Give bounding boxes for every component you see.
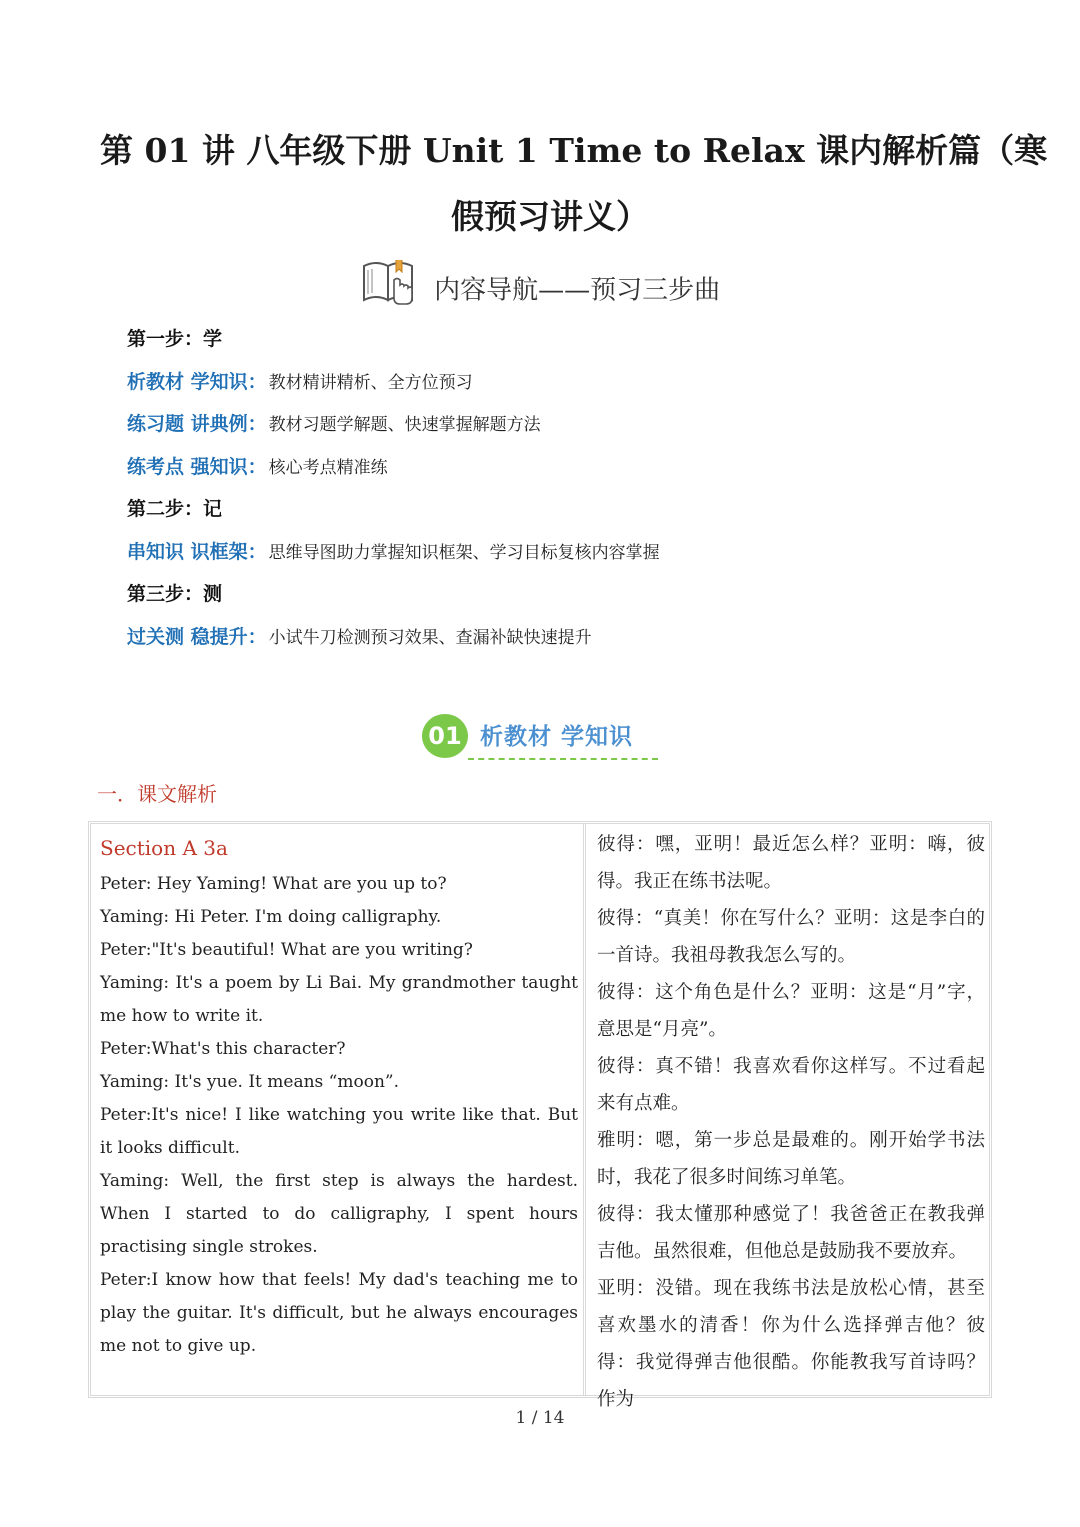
content-navigation (0, 256, 1080, 325)
step-heading (127, 318, 660, 361)
translation-line: 雅明：嗯，第一步总是最难的。刚开始学书法时，我花了很多时间练习单笔。 (597, 1130, 985, 1188)
section-title: 一．课文解析 (97, 782, 217, 806)
text-analysis-table (88, 821, 992, 1410)
translation-line: 彼得：“真美！你在写什么？亚明：这是李白的一首诗。我祖母教我怎么写的。 (597, 908, 985, 966)
badge-number: 01 (422, 714, 468, 758)
step-item-key: 过关测 稳提升： (127, 625, 267, 648)
step-item-desc: 小试牛刀检测预习效果、查漏补缺快速提升 (268, 627, 592, 648)
step-item (127, 361, 660, 404)
step-item-desc: 教材精讲精析、全方位预习 (268, 372, 473, 393)
badge-text: 析教材 学知识 (480, 724, 634, 750)
dialogue-line: Peter:It's nice! I like watching you write like that. But it looks difficult. (100, 1105, 578, 1158)
section-heading: Section A 3a (100, 836, 228, 860)
chinese-column (597, 826, 985, 1418)
step-item-desc: 思维导图助力掌握知识框架、学习目标复核内容掌握 (268, 542, 660, 563)
translation-line: 彼得：我太懂那种感觉了！我爸爸正在教我弹吉他。虽然很难，但他总是鼓励我不要放弃。 (597, 1204, 985, 1262)
step-heading (127, 573, 660, 616)
page-number: 1 / 14 (515, 1408, 565, 1428)
badge-underline (468, 758, 658, 760)
step-item-key: 析教材 学知识： (127, 370, 267, 393)
step-item-desc: 教材习题学解题、快速掌握解题方法 (268, 415, 541, 435)
navigation-title: 内容导航——预习三步曲 (434, 275, 721, 306)
dialogue-line: Peter:What's this character? (100, 1039, 346, 1059)
dialogue-line: Yaming: It's yue. It means “moon”. (100, 1072, 399, 1092)
study-steps (127, 318, 660, 658)
step-item (127, 403, 660, 446)
dialogue-line: Yaming: Well, the first step is always the hardest. When I started to do calligraphy, I spent hours practising single strokes. (100, 1171, 578, 1257)
english-column (100, 828, 578, 1363)
step-item-key: 串知识 识框架： (127, 540, 267, 563)
document-title (100, 118, 1048, 250)
translation-line: 彼得：嘿，亚明！最近怎么样？亚明：嗨，彼得。我正在练书法呢。 (597, 834, 985, 892)
step-item (127, 446, 660, 489)
step-heading (127, 488, 660, 531)
section-badge (420, 712, 680, 767)
step-label: 第一步：学 (127, 328, 223, 350)
book-hand-icon (360, 256, 418, 325)
dialogue-line: Yaming: Hi Peter. I'm doing calligraphy. (100, 907, 442, 927)
step-item-key: 练习题 讲典例： (127, 413, 267, 435)
translation-line: 亚明：没错。现在我练书法是放松心情，甚至喜欢墨水的清香！你为什么选择弹吉他？彼得：我觉得弹吉他很酷。你能教我写首诗吗？作为 (597, 1278, 985, 1410)
step-item-desc: 核心考点精准练 (268, 457, 388, 478)
title-line-1: 第 01 讲 八年级下册 Unit 1 Time to Relax 课内解析篇（寒 (100, 131, 1048, 170)
dialogue-line: Yaming: It's a poem by Li Bai. My grandmother taught me how to write it. (100, 973, 578, 1026)
dialogue-line: Peter:"It's beautiful! What are you writing? (100, 940, 473, 960)
step-label: 第二步：记 (127, 498, 223, 520)
translation-line: 彼得：真不错！我喜欢看你这样写。不过看起来有点难。 (597, 1056, 985, 1114)
title-line-2: 假预习讲义） (451, 197, 649, 236)
dialogue-line: Peter:I know how that feels! My dad's teaching me to play the guitar. It's difficult, but he always encourages me not to give up. (100, 1270, 578, 1356)
step-label: 第三步：测 (127, 583, 223, 605)
dialogue-line: Peter: Hey Yaming! What are you up to? (100, 874, 447, 894)
translation-line: 彼得：这个角色是什么？亚明：这是“月”字，意思是“月亮”。 (597, 982, 985, 1040)
step-item-key: 练考点 强知识： (127, 455, 267, 478)
step-item (127, 531, 660, 574)
step-item (127, 616, 660, 659)
column-divider (583, 824, 586, 1395)
